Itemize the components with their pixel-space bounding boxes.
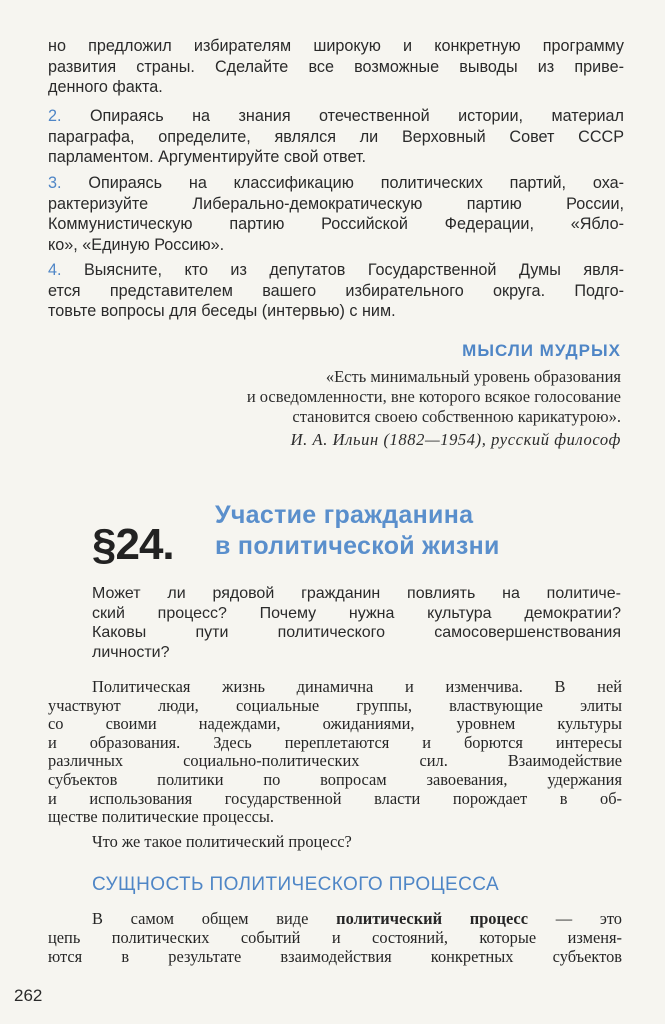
text-line: ются в результате взаимодействия конкретных субъектов xyxy=(48,946,622,966)
guiding-questions xyxy=(92,584,621,662)
quote-line: становится своею собственною карикатурою». xyxy=(292,407,621,426)
text-line: со своими надеждами, ожиданиями, уровнем культуры xyxy=(48,714,622,734)
quote-line: и осведомленности, вне которого всякое голосование xyxy=(246,387,621,406)
task-item xyxy=(48,260,624,322)
task-number: 4. xyxy=(48,261,62,279)
task-item xyxy=(48,173,624,255)
text-line: Опираясь на знания отечественной истории, материал xyxy=(89,107,624,125)
text-fragment: — это xyxy=(555,909,622,928)
section-title-line: в политической жизни xyxy=(215,532,500,560)
text-line: товьте вопросы для беседы (интервью) с ним. xyxy=(48,302,396,320)
task-number: 2. xyxy=(48,107,62,125)
text-fragment: В самом общем виде xyxy=(92,909,309,928)
text-line: но предложил избирателям широкую и конкретную программу xyxy=(48,37,624,55)
text-line: и образования. Здесь переплетаются и борются интересы xyxy=(48,732,622,752)
text-line: личности? xyxy=(92,643,170,661)
intro-paragraph xyxy=(48,36,624,98)
body-paragraph xyxy=(48,678,622,827)
text-line: парламентом. Аргументируйте свой ответ. xyxy=(48,148,367,166)
text-line: параграфа, определите, являлся ли Верховный Совет СССР xyxy=(48,127,624,146)
section-number: §24. xyxy=(92,520,174,569)
text-line: субъектов политики по вопросам завоевания, удержания xyxy=(48,769,622,789)
text-line: денного факта. xyxy=(48,78,163,96)
text-line: Каковы пути политического самосовершенствования xyxy=(92,624,621,642)
text-line: цепь политических событий и состояний, которые изменя- xyxy=(48,927,622,947)
text-line: и использования государственной власти порождает в об- xyxy=(48,788,622,808)
body-paragraph xyxy=(48,910,622,966)
text-line: рактеризуйте Либерально-демократическую партию России, xyxy=(48,194,624,213)
section-title-line: Участие гражданина xyxy=(215,501,474,529)
wisdom-heading: МЫСЛИ МУДРЫХ xyxy=(462,341,621,360)
text-line: Опираясь на классификацию политических партий, оха- xyxy=(88,174,625,192)
text-line: ется представителем вашего избирательного округа. Подго- xyxy=(48,281,624,300)
text-line: Выясните, кто из депутатов Государственной Думы явля- xyxy=(83,261,624,279)
text-line: ко», «Единую Россию». xyxy=(48,235,225,254)
body-question: Что же такое политический процесс? xyxy=(92,832,352,851)
task-item xyxy=(48,106,624,168)
quote xyxy=(101,367,621,427)
task-number: 3. xyxy=(48,174,62,192)
subsection-heading: СУЩНОСТЬ ПОЛИТИЧЕСКОГО ПРОЦЕССА xyxy=(92,874,500,895)
text-line: развития страны. Сделайте все возможные выводы из приве- xyxy=(48,57,624,76)
quote-line: «Есть минимальный уровень образования xyxy=(325,367,621,386)
section-title xyxy=(215,500,500,562)
quote-author: И. А. Ильин (1882—1954), русский философ xyxy=(290,430,621,449)
text-line: Может ли рядовой гражданин повлиять на политиче- xyxy=(92,585,621,602)
text-line: ский процесс? Почему нужна культура демократии? xyxy=(92,604,621,622)
text-line: ществе политические процессы. xyxy=(48,807,274,827)
text-line: различных социально-политических сил. Взаимодействие xyxy=(48,751,622,771)
text-line: участвуют люди, социальные группы, властвующие элиты xyxy=(48,695,622,715)
page-number: 262 xyxy=(14,986,43,1005)
text-line: Коммунистическую партию Российской Федерации, «Ябло- xyxy=(48,215,624,233)
text-line: Политическая жизнь динамична и изменчива. В ней xyxy=(92,677,622,696)
term-bold: политический процесс xyxy=(336,909,528,928)
